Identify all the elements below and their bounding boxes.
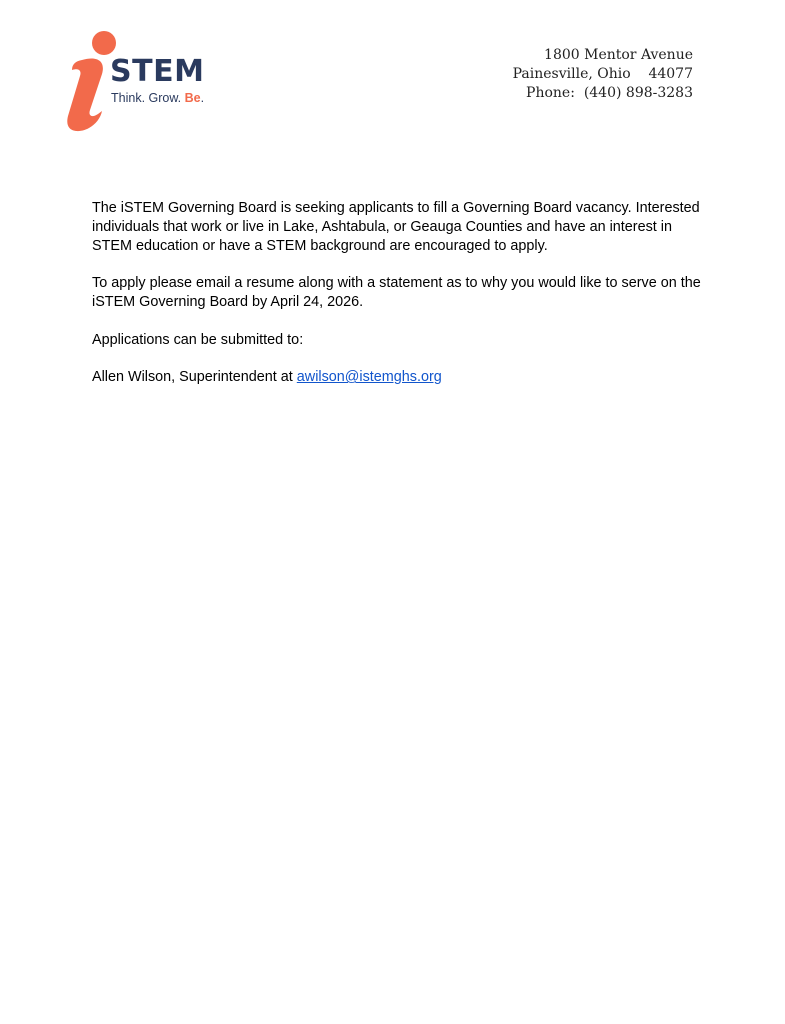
submission-paragraph: Applications can be submitted to: bbox=[92, 331, 304, 348]
istem-logo bbox=[66, 30, 206, 134]
tagline-period: . bbox=[200, 91, 205, 105]
instructions-paragraph: To apply please email a resume along with a statement as to why you would like to serve on the iSTEM Governing Board by April 24, 2026. bbox=[92, 275, 701, 310]
letter-body bbox=[92, 199, 702, 406]
vacancy-paragraph: The iSTEM Governing Board is seeking applicants to fill a Governing Board vacancy. Interested individuals that work or live in Lake, Ashtabula, or Geauga Counties and have an interest in STEM education or have a STEM background are encouraged to apply. bbox=[92, 200, 700, 254]
address-phone: Phone: (440) 898-3283 bbox=[526, 85, 693, 101]
contact-name: Allen Wilson, Superintendent at bbox=[92, 369, 297, 386]
email-link[interactable]: awilson@istemghs.org bbox=[296, 369, 442, 386]
istem-i-logo-icon bbox=[66, 30, 116, 134]
logo-wordmark: STEM bbox=[110, 54, 205, 89]
contact-line bbox=[92, 368, 702, 387]
address-city: Painesville, Ohio 44077 bbox=[512, 66, 693, 82]
letterhead-address bbox=[513, 46, 693, 103]
logo-tagline bbox=[111, 90, 204, 106]
tagline-text: Think. Grow. bbox=[111, 91, 185, 105]
tagline-be: Be bbox=[184, 91, 201, 105]
address-street: 1800 Mentor Avenue bbox=[544, 47, 693, 63]
